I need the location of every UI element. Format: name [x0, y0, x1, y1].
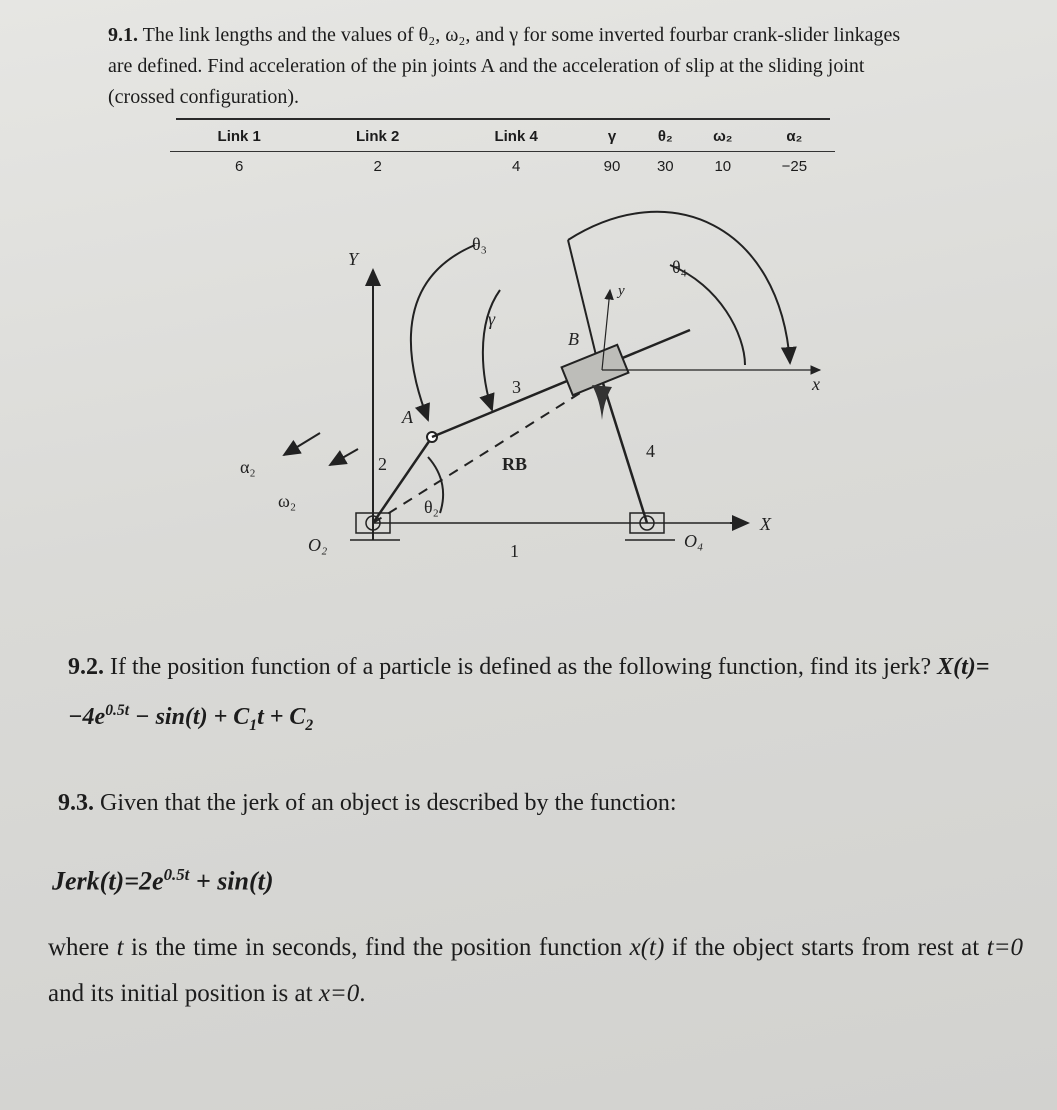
col-alpha2: α₂	[754, 128, 835, 152]
cell-link2: 2	[373, 158, 382, 175]
col-link4: Link 4	[447, 128, 585, 152]
omega2-arrow	[330, 449, 358, 465]
link-4	[602, 380, 647, 523]
label-theta3: θ₃	[472, 234, 487, 254]
cell-theta2: 30	[656, 158, 674, 175]
problem-9-3-text	[58, 790, 1018, 817]
label-omega2: ω₂	[278, 491, 297, 511]
label-O4: O₄	[684, 531, 704, 551]
label-alpha2: α₂	[240, 457, 256, 477]
q-var-t: t	[116, 934, 124, 961]
cell-gamma: 90	[603, 158, 621, 175]
cell-omega2: 10	[714, 158, 732, 175]
cell-alpha2: −25	[781, 158, 808, 175]
problem-statement: If the position function of a particle is defined as the following function, find its jerk?	[110, 654, 932, 680]
eq-exp: 0.5t	[105, 702, 130, 719]
jerk-equation	[52, 865, 274, 897]
problem-9-2-text	[68, 645, 1028, 748]
label-theta2: θ₂	[424, 497, 439, 517]
col-link2: Link 2	[308, 128, 446, 152]
problem-9-3-question	[48, 925, 1023, 1017]
problem-number: 9.2.	[68, 654, 104, 680]
eq-rest: − sin(t) + C	[129, 704, 250, 730]
q-part: where	[48, 934, 117, 961]
eq-lhs: X(t)= −4e	[68, 654, 990, 730]
eq-rest: + sin(t)	[189, 866, 274, 896]
label-theta4: θ₄	[672, 257, 687, 277]
q-part: and its initial position is at	[48, 980, 319, 1007]
col-link1: Link 1	[170, 128, 308, 152]
linkage-diagram	[200, 195, 840, 575]
col-theta2: θ₂	[639, 128, 692, 152]
cell-link1: 6	[235, 158, 244, 175]
q-part: .	[359, 980, 366, 1007]
q-var-xt: x(t)	[629, 934, 665, 961]
label-RB: RB	[502, 454, 528, 474]
eq-lhs: Jerk(t)=2e	[52, 866, 164, 896]
theta3-arc	[411, 245, 475, 420]
label-link3: 3	[512, 377, 521, 397]
label-link1: 1	[510, 541, 519, 561]
problem-statement: The link lengths and the values of θ₂, ω₂, and γ for some inverted fourbar crank-slider linkages are defined. Find acceleration of the pin joints A and the acceleration of slip at the sliding joint (crossed configuration).	[108, 24, 901, 108]
problem-statement: Given that the jerk of an object is described by the function:	[100, 790, 677, 816]
label-gamma: γ	[488, 309, 496, 329]
label-y: y	[618, 283, 625, 299]
label-link2: 2	[378, 454, 387, 474]
table-top-rule	[176, 118, 830, 120]
alpha2-arrow	[284, 433, 320, 455]
eq-sub1: 1	[249, 716, 258, 734]
q-part: if the object starts from rest at	[664, 934, 987, 961]
problem-number: 9.1.	[108, 24, 138, 46]
theta4-inner-arc	[670, 265, 745, 365]
label-B: B	[568, 329, 579, 349]
theta4-arc	[568, 212, 790, 363]
cell-link4: 4	[511, 158, 521, 175]
link-data-table	[170, 128, 835, 175]
eq-exp: 0.5t	[163, 865, 190, 884]
problem-9-1-text	[108, 20, 908, 113]
label-Y: Y	[348, 249, 359, 269]
q-var-x0: x=0	[318, 980, 360, 1007]
q-var-t0: t=0	[986, 934, 1024, 961]
eq-sub2: 2	[305, 716, 314, 734]
gamma-arc	[483, 290, 500, 410]
col-gamma: γ	[585, 128, 638, 152]
label-O2: O₂	[308, 535, 328, 555]
eq-mid: t + C	[257, 704, 306, 730]
table-header-row	[170, 128, 835, 152]
label-link4: 4	[646, 441, 655, 461]
label-X: X	[760, 514, 771, 534]
table-row	[170, 152, 835, 176]
col-omega2: ω₂	[692, 128, 754, 152]
problem-number: 9.3.	[58, 790, 94, 816]
q-part: is the time in seconds, find the position function	[123, 934, 630, 961]
link-3	[432, 330, 690, 437]
label-x: x	[812, 374, 820, 394]
label-A: A	[402, 407, 413, 427]
